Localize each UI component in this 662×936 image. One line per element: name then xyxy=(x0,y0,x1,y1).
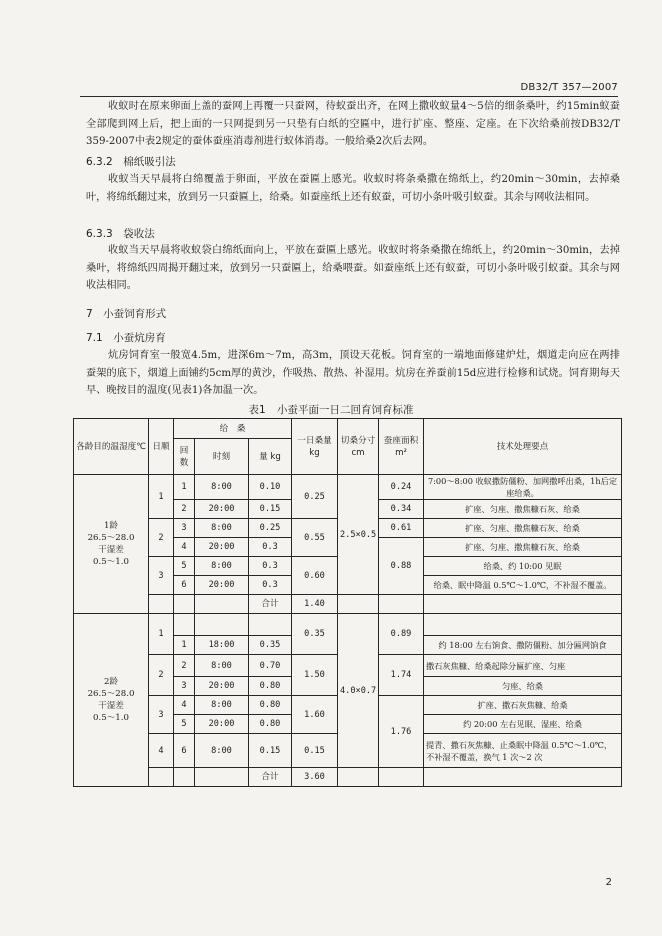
age1-day2: 2 xyxy=(149,519,174,557)
standard-number: DB32/T 357—2007 xyxy=(520,82,618,93)
paragraph-net-collection: 收蚁时在原来卵面上盖的蚕网上再覆一只蚕网，待蚁蚕出齐，在网上撒收蚁量4～5倍的细条桑叶，约15min蚁蚕全部爬到网上后，把上面的一只网提到另一只垫有白纸的空匾中，进行扩座、整座、定座。在下次给桑前按DB32/T 359-2007中表2规定的蚕体蚕座消毒剂进行蚁体消毒。一般给桑2次后去网。 xyxy=(86,101,620,147)
table-number: 表1 xyxy=(248,404,266,416)
table-row: 1 18:00 0.35 约 18:00 左右饷食、撒防僵粉、加分匾网饷食 xyxy=(74,636,622,655)
age1-label: 1龄 26.5～28.0 干湿差 0.5～1.0 xyxy=(74,475,149,614)
heading-6-3-3: 6.3.3 袋收法 xyxy=(86,228,155,240)
page-number: 2 xyxy=(605,877,612,888)
table-row: 5 20:00 0.80 约 20:00 左右见眠、湿座、给桑 xyxy=(74,715,622,734)
table-caption xyxy=(0,402,662,417)
header-feeding: 给 桑 xyxy=(174,419,292,439)
paragraph-bag-collection: 收蚁当天早晨将收蚁袋白绵纸面向上，平放在蚕匾上感光。收蚁时将条桑撒在绵纸上，约20min～30min，去掉桑叶，将绵纸四周揭开翻过来，放到另一只蚕匾上，给桑喂蚕。如蚕座纸上还有蚁蚕，可切小条叶吸引蚁蚕。其余与网收法相同。 xyxy=(86,245,620,291)
table-title: 小蚕平面一日二回育饲育标准 xyxy=(277,404,414,416)
table-row: 2龄 26.5～28.0 干湿差 0.5～1.0 1 0.35 4.0×0.7 0.89 xyxy=(74,614,622,636)
table-row-total: 合计 3.60 xyxy=(74,768,622,787)
table-row: 3 5 8:00 0.3 0.60 给桑、约 10:00 见眠 xyxy=(74,557,622,576)
header-rule xyxy=(80,96,618,97)
header-amount: 量 kg xyxy=(249,439,292,475)
paragraph-cotton-paper: 收蚁当天早晨将白绵覆盖于卵面，平放在蚕匾上感光。收蚁时将条桑撒在绵纸上，约20min～30min，去掉桑叶，将绵纸翻过来，放到另一只蚕匾上，给桑。如蚕座纸上还有蚁蚕，可切小条叶吸引蚁蚕。其余与网收法相同。 xyxy=(86,174,620,203)
table-row-total: 合计 1.40 xyxy=(74,595,622,614)
table-row: 2 3 8:00 0.25 0.55 0.61 扩座、匀座、撒焦糠石灰、给桑 xyxy=(74,519,622,538)
table-row: 2 20:00 0.15 0.34 扩座、匀座、撒焦糠石灰、给桑 xyxy=(74,500,622,519)
table-row: 3 4 8:00 0.80 1.60 1.76 扩座、撒石灰焦糠、给桑 xyxy=(74,696,622,715)
age2-day2: 2 xyxy=(149,655,174,696)
age2-cut: 4.0×0.7 xyxy=(338,614,379,768)
age1-day3: 3 xyxy=(149,557,174,595)
rearing-standard-table xyxy=(73,418,622,787)
paragraph-kang-room: 炕房饲育室一般宽4.5m，进深6m～7m，高3m，顶设天花板。饲育室的一端地面修建炉灶，烟道走向应在两排蚕架的底下，烟道上面铺约5cm厚的黄沙，作吸热、散热、补湿用。炕房在养蚕前15d应进行检修和试烧。饲育期每天早、晚按目的温度(见表1)各加温一次。 xyxy=(86,350,620,396)
header-day: 日顺 xyxy=(149,419,174,475)
age2-label: 2龄 26.5～28.0 干湿差 0.5～1.0 xyxy=(74,614,149,787)
age2-day4: 4 xyxy=(149,734,174,768)
age2-day3: 3 xyxy=(149,696,174,734)
table-row: 4 20:00 0.3 0.88 扩座、匀座、撒焦糠石灰、给桑 xyxy=(74,538,622,557)
table-row: 6 20:00 0.3 给桑、眠中降温 0.5℃～1.0℃，不补湿不覆盖。 xyxy=(74,576,622,595)
header-clock: 时刻 xyxy=(195,439,249,475)
header-daily-amount: 一日桑量kg xyxy=(292,419,338,475)
header-times: 回数 xyxy=(174,439,195,475)
table-row: 4 6 8:00 0.15 0.15 提青、撒石灰焦糠、止桑眠中降温 0.5℃～1.0℃，不补湿不覆盖，换气 1 次～2 次 xyxy=(74,734,622,768)
table-row: 3 20:00 0.80 匀座、给桑 xyxy=(74,677,622,696)
table-row: 1龄 26.5～28.0 干湿差 0.5～1.0 1 1 8:00 0.10 0.25 2.5×0.5 0.24 7:00～8:00 收蚁撒防僵粉、加网撒呼出桑，1h后定座给桑。 xyxy=(74,475,622,500)
table-row: 2 2 8:00 0.70 1.50 1.74 撒石灰焦糠、给桑起除分匾扩座、匀座 xyxy=(74,655,622,677)
heading-6-3-2: 6.3.2 棉纸吸引法 xyxy=(86,156,176,168)
age1-cut: 2.5×0.5 xyxy=(338,475,379,595)
age2-day1: 1 xyxy=(149,614,174,655)
header-cut-size: 切桑分寸cm xyxy=(338,419,379,475)
heading-7-1: 7.1 小蚕炕房育 xyxy=(86,332,166,344)
header-area: 蚕座面积m² xyxy=(379,419,424,475)
heading-7: 7 小蚕饲育形式 xyxy=(86,308,167,320)
header-age-temp: 各龄目的温湿度℃ xyxy=(74,419,149,475)
age1-day1: 1 xyxy=(149,475,174,519)
header-tech: 技术处理要点 xyxy=(424,419,622,475)
